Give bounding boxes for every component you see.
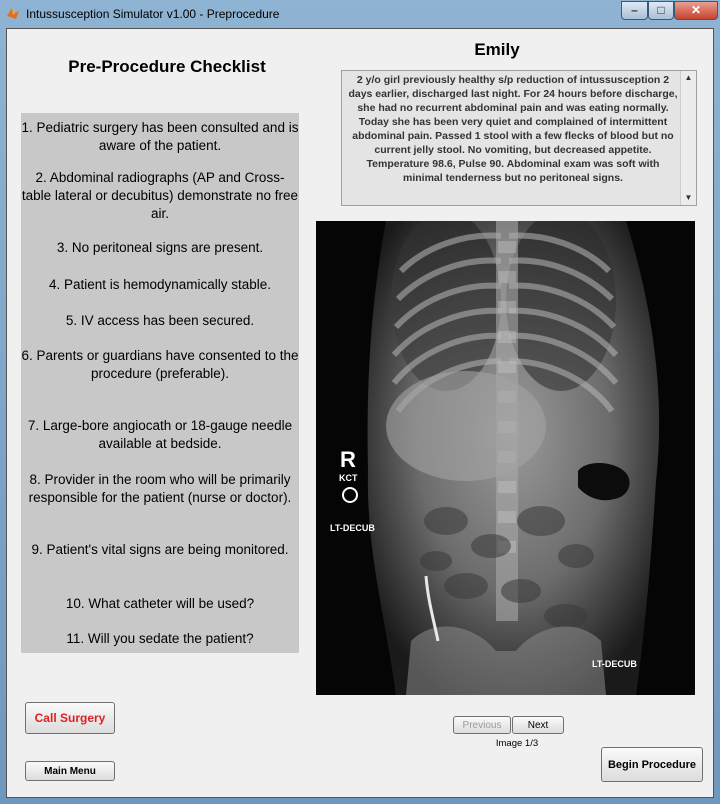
xray-marker-r: R <box>340 447 356 472</box>
checklist-item: 8. Provider in the room who will be primarily responsible for the patient (nurse or doctor). <box>28 472 292 505</box>
patient-name: Emily <box>474 40 520 59</box>
xray-picture <box>316 221 695 695</box>
checklist-item: 3. No peritoneal signs are present. <box>56 240 264 255</box>
checklist-item: 10. What catheter will be used? <box>65 596 255 611</box>
scroll-up-icon[interactable]: ▲ <box>684 73 693 82</box>
checklist-item: 9. Patient's vital signs are being monitored. <box>31 542 289 557</box>
next-button[interactable]: Next <box>512 716 564 734</box>
maximize-button[interactable]: □ <box>648 1 674 20</box>
xray-label-left: LT-DECUB <box>330 523 375 533</box>
patient-history-box[interactable] <box>341 70 697 206</box>
history-scrollbar[interactable] <box>680 71 696 205</box>
matlab-icon <box>6 6 20 20</box>
close-button[interactable]: ✕ <box>674 1 718 20</box>
checklist-item: 5. IV access has been secured. <box>65 313 255 328</box>
xray-marker-circle <box>342 487 358 503</box>
checklist-title: Pre-Procedure Checklist <box>68 57 266 76</box>
checklist-item: 1. Pediatric surgery has been consulted and is aware of the patient. <box>21 120 299 153</box>
window-title: Intussusception Simulator v1.00 - Preprocedure <box>26 7 280 21</box>
xray-label-bottom: LT-DECUB <box>592 659 637 669</box>
checklist-item: 4. Patient is hemodynamically stable. <box>48 277 272 292</box>
checklist-panel <box>21 113 299 653</box>
patient-history-text: 2 y/o girl previously healthy s/p reduction of intussusception 2 days earlier, discharged last night. For 24 hours before discharge, she had no recurrent abdominal pain and was eating normally. Today she has been very quiet and complained of intermittent abdominal pain. Passed 1 stool with a few flecks of blood but no current jelly stool. No vomiting, but decreased appetite. Temperature 98.6, Pulse 90. Abdominal exam was soft with minimal tenderness but no peritoneal signs. <box>348 74 678 184</box>
main-menu-button[interactable]: Main Menu <box>25 761 115 781</box>
checklist-item: 7. Large-bore angiocath or 18-gauge needle available at bedside. <box>27 418 293 451</box>
checklist-item: 11. Will you sedate the patient? <box>66 631 254 646</box>
checklist-item: 6. Parents or guardians have consented to the procedure (preferable). <box>21 348 299 381</box>
minimize-button[interactable]: – <box>621 1 648 20</box>
image-counter: Image 1/3 <box>495 738 539 749</box>
previous-button[interactable]: Previous <box>453 716 511 734</box>
xray-marker-initials: KCT <box>339 473 358 483</box>
xray-image <box>316 221 695 695</box>
scroll-down-icon[interactable]: ▼ <box>684 193 693 202</box>
checklist-item: 2. Abdominal radiographs (AP and Cross-table lateral or decubitus) demonstrate no free air. <box>21 170 299 221</box>
title-bar[interactable] <box>0 0 720 28</box>
begin-procedure-button[interactable]: Begin Procedure <box>601 747 703 782</box>
client-area <box>6 28 714 798</box>
call-surgery-button[interactable]: Call Surgery <box>25 702 115 734</box>
